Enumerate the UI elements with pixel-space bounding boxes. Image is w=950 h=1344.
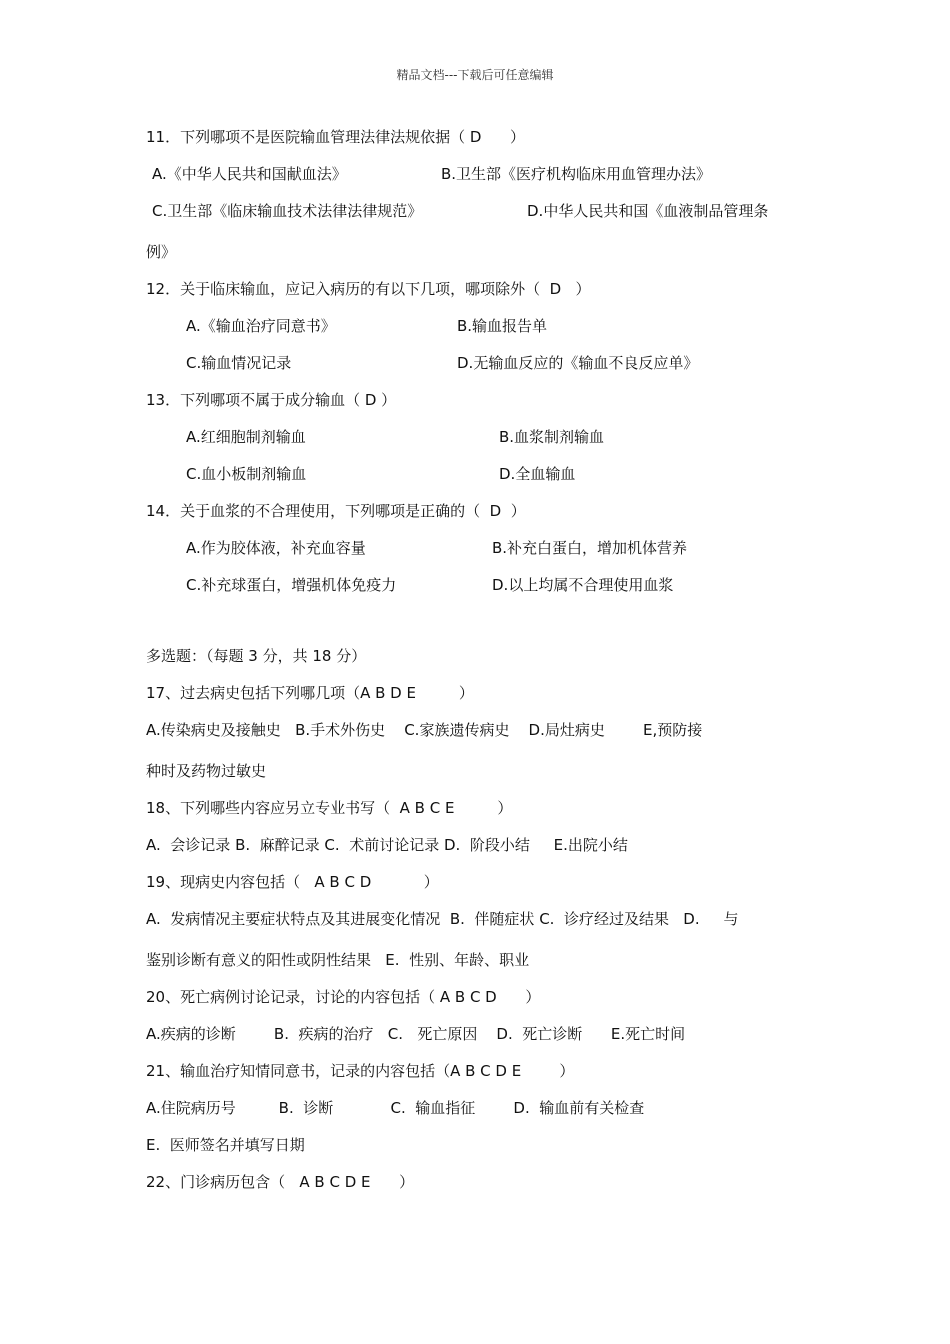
question-13-option-c: C.血小板制剂输血 xyxy=(186,465,307,483)
question-12-option-d: D.无输血反应的《输血不良反应单》 xyxy=(457,354,699,372)
question-12-stem: 12．关于临床输血，应记入病历的有以下几项，哪项除外（ D ） xyxy=(146,280,591,298)
question-14-option-b: B.补充白蛋白，增加机体营养 xyxy=(492,539,688,557)
question-13-stem: 13．下列哪项不属于成分输血（ D ） xyxy=(146,391,397,409)
question-12-option-c: C.输血情况记录 xyxy=(186,354,292,372)
question-14-option-a: A.作为胶体液，补充血容量 xyxy=(186,539,366,557)
question-12-option-a: A.《输血治疗同意书》 xyxy=(186,317,336,335)
section-title-multi-choice: 多选题：（每题 3 分，共 18 分） xyxy=(146,647,367,665)
question-17-options-cont: 种时及药物过敏史 xyxy=(146,762,267,780)
question-18-options: A. 会诊记录 B. 麻醉记录 C. 术前讨论记录 D. 阶段小结 E.出院小结 xyxy=(146,836,628,854)
question-11-option-d: D.中华人民共和国《血液制品管理条 xyxy=(527,202,769,220)
question-17-options: A.传染病史及接触史 B.手术外伤史 C.家族遗传病史 D.局灶病史 E,预防接 xyxy=(146,721,703,739)
question-21-stem: 21、输血治疗知情同意书，记录的内容包括（A B C D E ） xyxy=(146,1062,575,1080)
question-11-option-b: B.卫生部《医疗机构临床用血管理办法》 xyxy=(441,165,712,183)
question-14-option-d: D.以上均属不合理使用血浆 xyxy=(492,576,674,594)
question-14-stem: 14．关于血浆的不合理使用，下列哪项是正确的（ D ） xyxy=(146,502,526,520)
question-11-option-c: C.卫生部《临床输血技术法律法律规范》 xyxy=(152,202,423,220)
question-18-stem: 18、下列哪些内容应另立专业书写（ A B C E ） xyxy=(146,799,513,817)
question-11-stem: 11．下列哪项不是医院输血管理法律法规依据（ D ） xyxy=(146,128,526,146)
question-11-option-a: A.《中华人民共和国献血法》 xyxy=(152,165,347,183)
question-11-option-d-cont: 例》 xyxy=(146,243,177,261)
question-13-option-b: B.血浆制剂输血 xyxy=(499,428,605,446)
question-12-option-b: B.输血报告单 xyxy=(457,317,548,335)
question-20-options: A.疾病的诊断 B. 疾病的治疗 C. 死亡原因 D. 死亡诊断 E.死亡时间 xyxy=(146,1025,686,1043)
question-17-stem: 17、过去病史包括下列哪几项（A B D E ） xyxy=(146,684,474,702)
question-19-options: A. 发病情况主要症状特点及其进展变化情况 B. 伴随症状 C. 诊疗经过及结果 D. 与 xyxy=(146,910,739,928)
question-19-options-cont: 鉴别诊断有意义的阳性或阴性结果 E. 性别、年龄、职业 xyxy=(146,951,530,969)
question-22-stem: 22、门诊病历包含（ A B C D E ） xyxy=(146,1173,415,1191)
question-19-stem: 19、现病史内容包括（ A B C D ） xyxy=(146,873,439,891)
question-20-stem: 20、死亡病例讨论记录，讨论的内容包括（ A B C D ） xyxy=(146,988,541,1006)
question-21-options: A.住院病历号 B. 诊断 C. 输血指征 D. 输血前有关检查 xyxy=(146,1099,645,1117)
question-13-option-a: A.红细胞制剂输血 xyxy=(186,428,306,446)
page-header: 精品文档---下载后可任意编辑 xyxy=(396,68,554,82)
question-13-option-d: D.全血输血 xyxy=(499,465,576,483)
question-14-option-c: C.补充球蛋白，增强机体免疫力 xyxy=(186,576,397,594)
question-21-options-cont: E. 医师签名并填写日期 xyxy=(146,1136,305,1154)
